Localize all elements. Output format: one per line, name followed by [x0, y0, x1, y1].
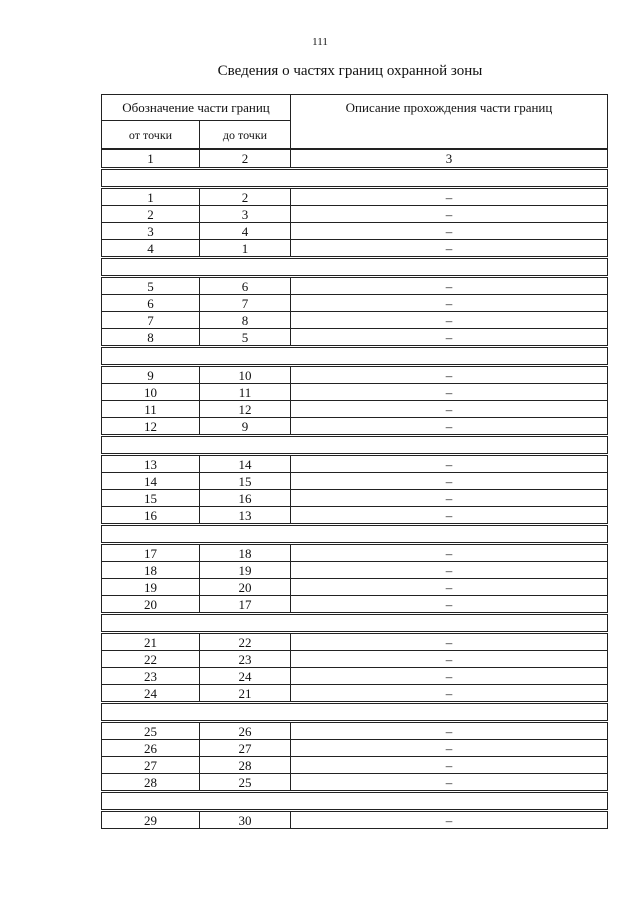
description-cell: –	[291, 278, 608, 295]
from-point-cell: 22	[102, 651, 200, 668]
from-point-cell: 10	[102, 384, 200, 401]
group-separator-row	[102, 348, 608, 365]
from-point-cell: 24	[102, 685, 200, 702]
to-point-cell: 5	[200, 329, 291, 346]
description-cell: –	[291, 473, 608, 490]
from-point-cell: 13	[102, 456, 200, 473]
to-point-cell: 19	[200, 562, 291, 579]
description-cell: –	[291, 634, 608, 651]
to-point-cell: 23	[200, 651, 291, 668]
column-number: 2	[200, 149, 291, 168]
to-point-cell: 7	[200, 295, 291, 312]
table-row	[102, 295, 608, 312]
description-cell: –	[291, 596, 608, 613]
from-point-cell: 23	[102, 668, 200, 685]
to-point-cell: 18	[200, 545, 291, 562]
table-row	[102, 367, 608, 384]
table-row	[102, 562, 608, 579]
group-separator-row	[102, 526, 608, 543]
from-point-cell: 17	[102, 545, 200, 562]
description-cell: –	[291, 579, 608, 596]
table-row	[102, 685, 608, 702]
boundary-table	[101, 94, 608, 829]
from-point-cell: 8	[102, 329, 200, 346]
from-point-cell: 4	[102, 240, 200, 257]
to-point-cell: 9	[200, 418, 291, 435]
page-number: 111	[312, 36, 328, 48]
table-row	[102, 456, 608, 473]
from-point-cell: 19	[102, 579, 200, 596]
table-row	[102, 596, 608, 613]
to-point-cell: 20	[200, 579, 291, 596]
from-point-cell: 25	[102, 723, 200, 740]
from-point-cell: 20	[102, 596, 200, 613]
header-description: Описание прохождения части границ	[291, 95, 608, 150]
table-row	[102, 418, 608, 435]
column-number: 3	[291, 149, 608, 168]
to-point-cell: 21	[200, 685, 291, 702]
column-number: 1	[102, 149, 200, 168]
to-point-cell: 22	[200, 634, 291, 651]
from-point-cell: 6	[102, 295, 200, 312]
group-separator-row	[102, 704, 608, 721]
from-point-cell: 2	[102, 206, 200, 223]
description-cell: –	[291, 206, 608, 223]
description-cell: –	[291, 562, 608, 579]
table-row	[102, 189, 608, 206]
separator-cell	[102, 437, 608, 454]
to-point-cell: 1	[200, 240, 291, 257]
table-row	[102, 278, 608, 295]
to-point-cell: 26	[200, 723, 291, 740]
description-cell: –	[291, 367, 608, 384]
table-row	[102, 757, 608, 774]
description-cell: –	[291, 490, 608, 507]
description-cell: –	[291, 312, 608, 329]
from-point-cell: 5	[102, 278, 200, 295]
from-point-cell: 7	[102, 312, 200, 329]
to-point-cell: 27	[200, 740, 291, 757]
from-point-cell: 15	[102, 490, 200, 507]
to-point-cell: 6	[200, 278, 291, 295]
description-cell: –	[291, 723, 608, 740]
to-point-cell: 17	[200, 596, 291, 613]
table-row	[102, 774, 608, 791]
to-point-cell: 11	[200, 384, 291, 401]
to-point-cell: 25	[200, 774, 291, 791]
from-point-cell: 28	[102, 774, 200, 791]
table-row	[102, 507, 608, 524]
description-cell: –	[291, 651, 608, 668]
table-row	[102, 329, 608, 346]
description-cell: –	[291, 685, 608, 702]
group-separator-row	[102, 170, 608, 187]
table-row	[102, 723, 608, 740]
separator-cell	[102, 526, 608, 543]
separator-cell	[102, 259, 608, 276]
description-cell: –	[291, 329, 608, 346]
to-point-cell: 3	[200, 206, 291, 223]
from-point-cell: 18	[102, 562, 200, 579]
to-point-cell: 10	[200, 367, 291, 384]
description-cell: –	[291, 740, 608, 757]
group-separator-row	[102, 615, 608, 632]
to-point-cell: 24	[200, 668, 291, 685]
description-cell: –	[291, 545, 608, 562]
from-point-cell: 9	[102, 367, 200, 384]
document-title: Сведения о частях границ охранной зоны	[217, 63, 483, 79]
table-row	[102, 545, 608, 562]
to-point-cell: 12	[200, 401, 291, 418]
description-cell: –	[291, 295, 608, 312]
table-row	[102, 634, 608, 651]
description-cell: –	[291, 401, 608, 418]
header-to-point: до точки	[200, 121, 291, 150]
from-point-cell: 16	[102, 507, 200, 524]
header-from-point: от точки	[102, 121, 200, 150]
table-body	[102, 149, 608, 829]
table-row	[102, 740, 608, 757]
table-row	[102, 651, 608, 668]
from-point-cell: 1	[102, 189, 200, 206]
table-row	[102, 206, 608, 223]
table-row	[102, 473, 608, 490]
description-cell: –	[291, 812, 608, 829]
header-boundary-designation: Обозначение части границ	[102, 95, 291, 121]
from-point-cell: 12	[102, 418, 200, 435]
group-separator-row	[102, 437, 608, 454]
separator-cell	[102, 793, 608, 810]
to-point-cell: 13	[200, 507, 291, 524]
from-point-cell: 26	[102, 740, 200, 757]
table-row	[102, 384, 608, 401]
from-point-cell: 21	[102, 634, 200, 651]
from-point-cell: 27	[102, 757, 200, 774]
description-cell: –	[291, 456, 608, 473]
separator-cell	[102, 348, 608, 365]
description-cell: –	[291, 507, 608, 524]
to-point-cell: 30	[200, 812, 291, 829]
group-separator-row	[102, 259, 608, 276]
to-point-cell: 15	[200, 473, 291, 490]
description-cell: –	[291, 384, 608, 401]
description-cell: –	[291, 774, 608, 791]
table-row	[102, 223, 608, 240]
table-row	[102, 401, 608, 418]
description-cell: –	[291, 240, 608, 257]
table-row	[102, 490, 608, 507]
from-point-cell: 11	[102, 401, 200, 418]
table-row	[102, 579, 608, 596]
description-cell: –	[291, 223, 608, 240]
from-point-cell: 3	[102, 223, 200, 240]
to-point-cell: 14	[200, 456, 291, 473]
separator-cell	[102, 615, 608, 632]
table-row	[102, 812, 608, 829]
table-row	[102, 668, 608, 685]
from-point-cell: 29	[102, 812, 200, 829]
from-point-cell: 14	[102, 473, 200, 490]
description-cell: –	[291, 189, 608, 206]
group-separator-row	[102, 793, 608, 810]
to-point-cell: 8	[200, 312, 291, 329]
table-row	[102, 240, 608, 257]
separator-cell	[102, 170, 608, 187]
to-point-cell: 4	[200, 223, 291, 240]
to-point-cell: 28	[200, 757, 291, 774]
description-cell: –	[291, 757, 608, 774]
to-point-cell: 2	[200, 189, 291, 206]
description-cell: –	[291, 418, 608, 435]
table-row	[102, 312, 608, 329]
description-cell: –	[291, 668, 608, 685]
to-point-cell: 16	[200, 490, 291, 507]
separator-cell	[102, 704, 608, 721]
